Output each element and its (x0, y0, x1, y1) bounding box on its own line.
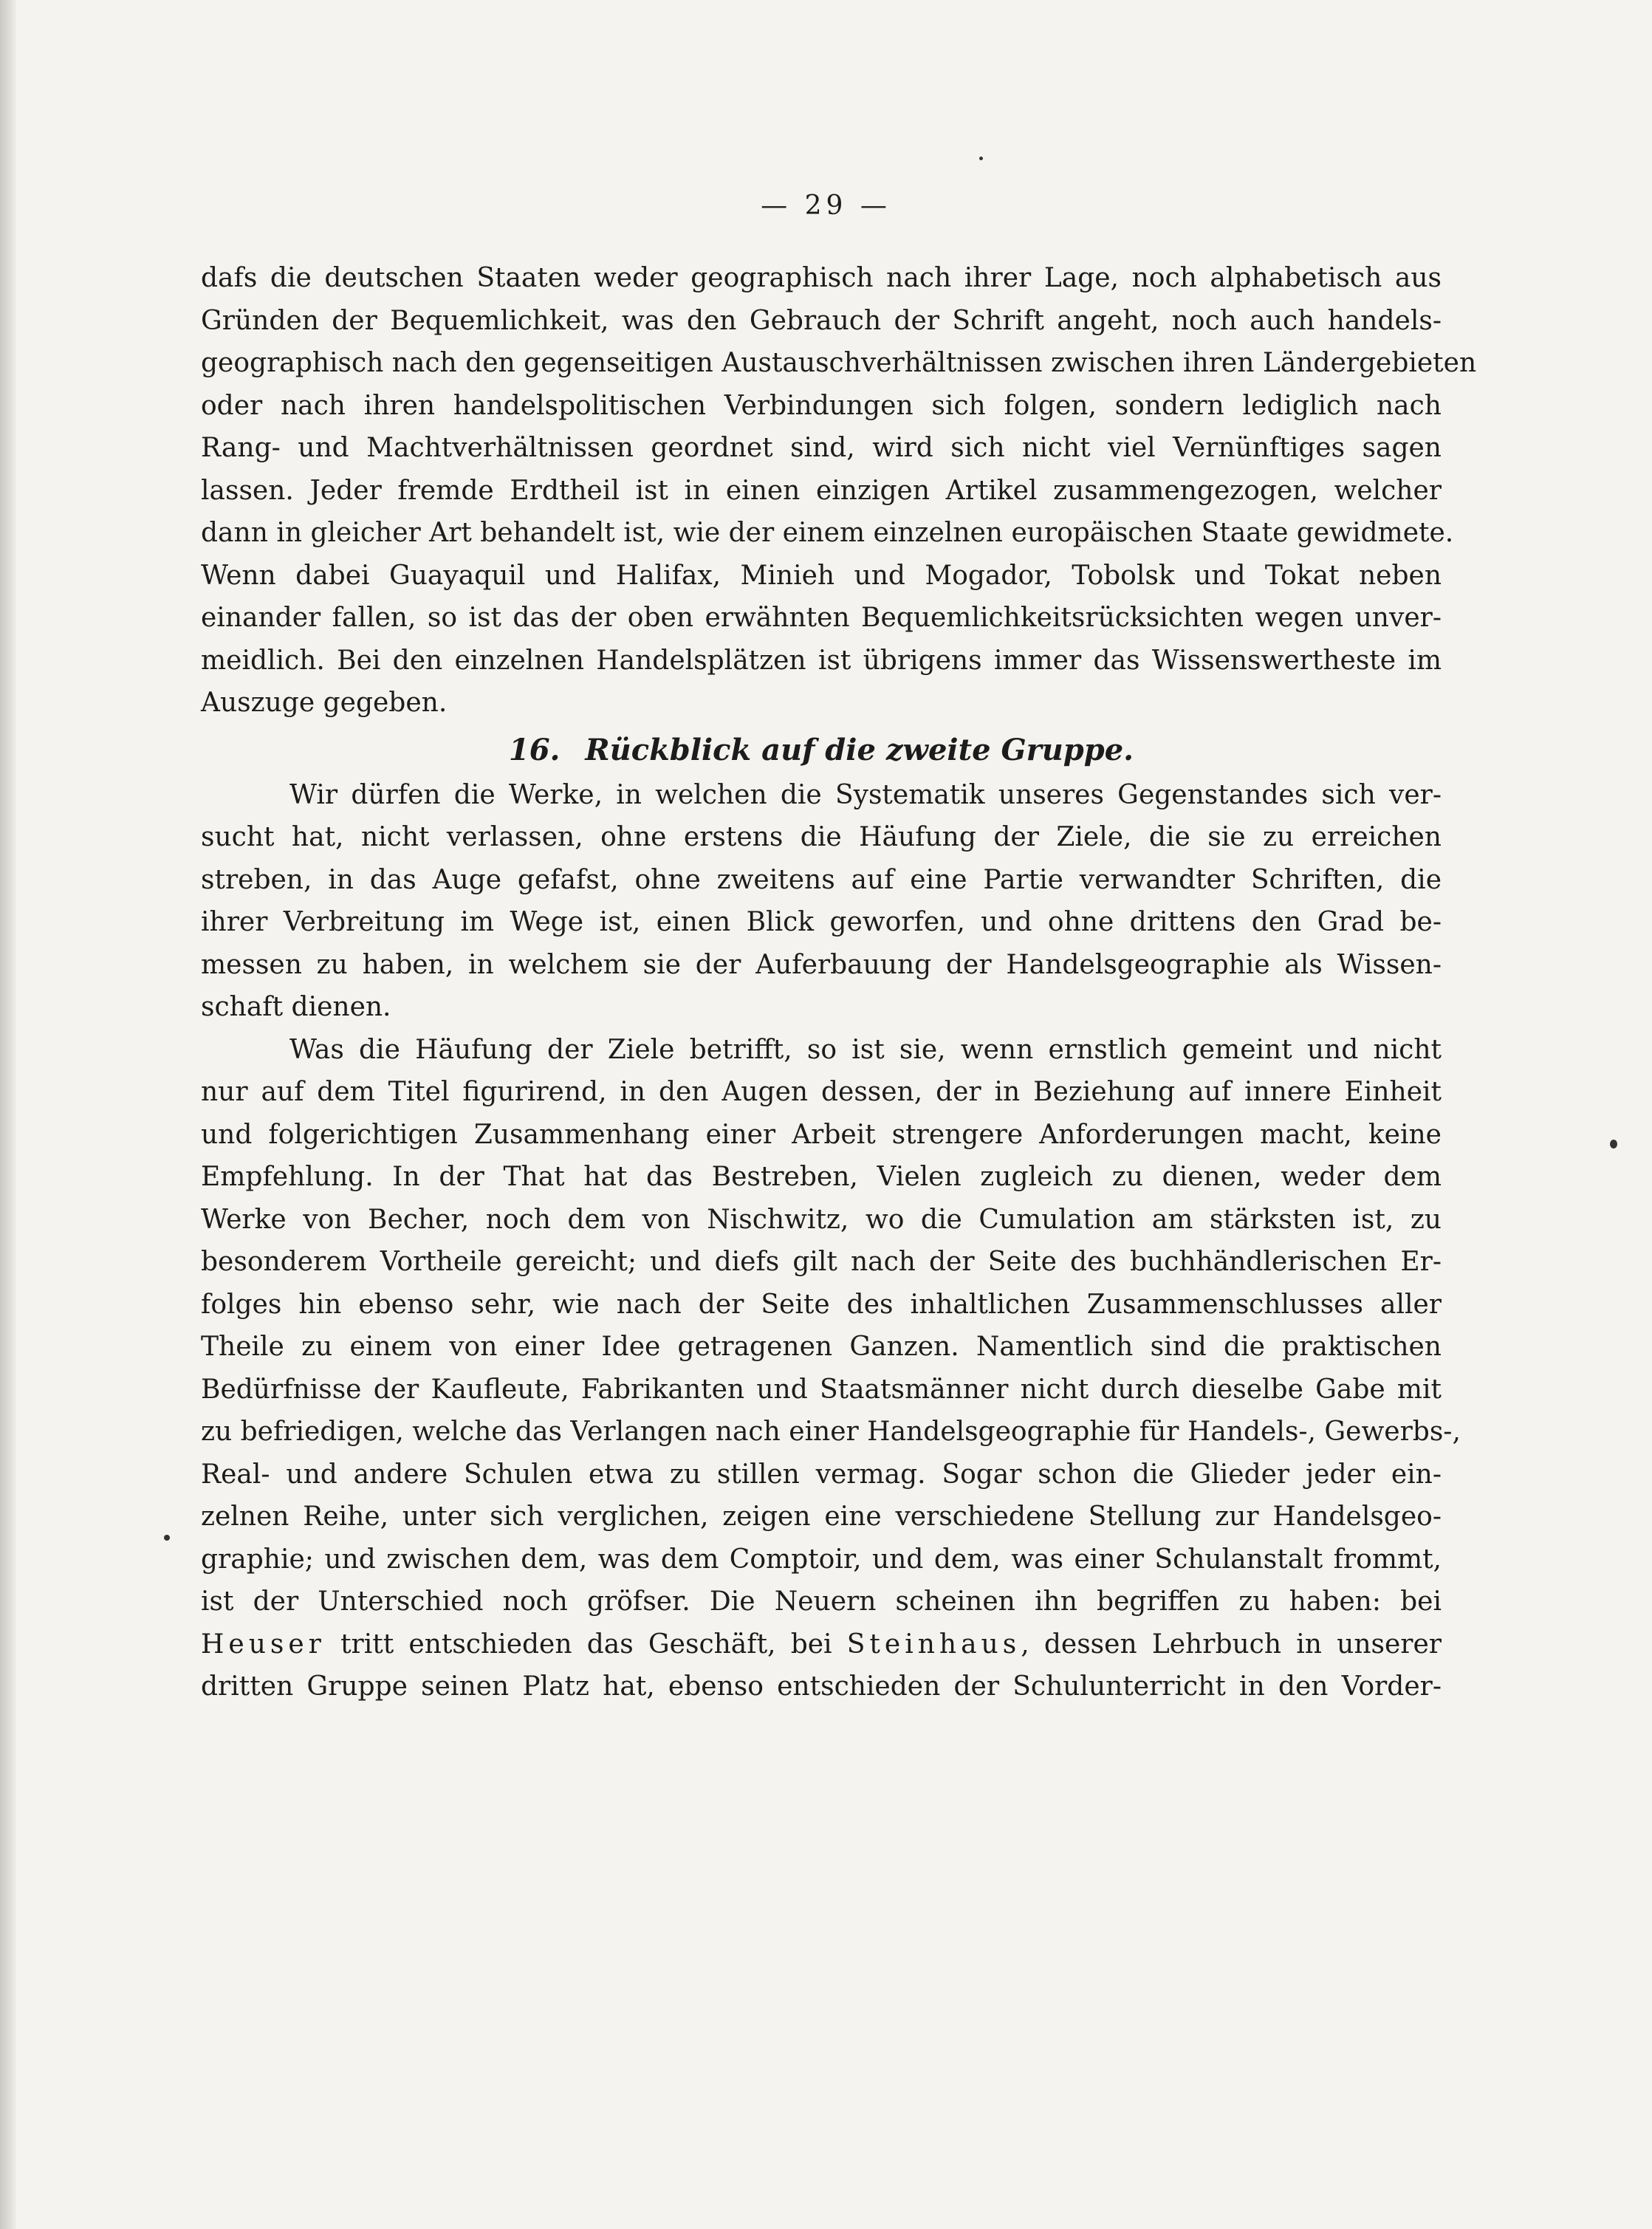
section-heading (201, 728, 1442, 773)
author-name-steinhaus: Steinhaus (846, 1629, 1021, 1660)
text-line: und folgerichtigen Zusammenhang einer Arbeit strengere Anforderungen macht, keine (201, 1119, 1442, 1150)
text-line: Was die Häufung der Ziele betrifft, so ist sie, wenn ernstlich gemeint und nicht (289, 1034, 1442, 1065)
text-line: Empfehlung. In der That hat das Bestreben, Vielen zugleich zu dienen, weder dem (201, 1162, 1442, 1192)
text-line: ihrer Verbreitung im Wege ist, einen Blick geworfen, und ohne drittens den Grad be- (201, 907, 1442, 937)
text-line: dafs die deutschen Staaten weder geographisch nach ihrer Lage, noch alphabetisch aus (201, 263, 1442, 293)
text-line: Rang- und Machtverhältnissen geordnet sind, wird sich nicht viel Vernünftiges sagen (201, 433, 1442, 463)
text-line: Wir dürfen die Werke, in welchen die Systematik unseres Gegenstandes sich ver- (289, 779, 1442, 810)
text-line: Auszuge gegeben. (201, 688, 448, 718)
paper-speck (979, 157, 983, 160)
paragraph-2 (201, 774, 1442, 1029)
text-line: Bedürfnisse der Kaufleute, Fabrikanten und Staatsmänner nicht durch dieselbe Gabe mit (201, 1374, 1442, 1405)
text-line: einander fallen, so ist das der oben erwähnten Bequemlichkeitsrücksichten wegen unver- (201, 603, 1442, 633)
page-number: — 29 — (761, 191, 891, 221)
text-fragment: tritt entschieden das Geschäft, bei (325, 1629, 847, 1660)
text-line: graphie; und zwischen dem, was dem Comptoir, und dem, was einer Schulanstalt frommt, (201, 1544, 1442, 1575)
text-line: ist der Unterschied noch gröfser. Die Neuern scheinen ihn begriffen zu haben: bei (201, 1586, 1442, 1617)
paper-speck (1610, 1140, 1617, 1148)
text-line: dritten Gruppe seinen Platz hat, ebenso entschieden der Schulunterricht in den Vorder- (201, 1671, 1442, 1702)
text-line: meidlich. Bei den einzelnen Handelsplätzen ist übrigens immer das Wissenswertheste im (201, 645, 1442, 676)
text-line: sucht hat, nicht verlassen, ohne erstens die Häufung der Ziele, die sie zu erreichen (201, 822, 1442, 852)
section-number: 16. (508, 732, 561, 767)
text-line: zelnen Reihe, unter sich verglichen, zeigen eine verschiedene Stellung zur Handelsgeo- (201, 1502, 1442, 1532)
text-line: besonderem Vortheile gereicht; und diefs gilt nach der Seite des buchhändlerischen Er- (201, 1247, 1442, 1277)
text-line: oder nach ihren handelspolitischen Verbindungen sich folgen, sondern lediglich nach (201, 390, 1442, 421)
text-line: Real- und andere Schulen etwa zu stillen vermag. Sogar schon die Glieder jeder ein- (201, 1459, 1442, 1490)
text-line: folges hin ebenso sehr, wie nach der Seite des inhaltlichen Zusammenschlusses aller (201, 1289, 1442, 1320)
paper-speck (164, 1535, 170, 1541)
paragraph-3 (201, 1029, 1461, 1708)
text-line: Gründen der Bequemlichkeit, was den Gebrauch der Schrift angeht, noch auch handels- (201, 305, 1442, 336)
section-title: Rückblick auf die zweite Gruppe. (585, 732, 1134, 767)
text-line: messen zu haben, in welchem sie der Auferbauung der Handelsgeographie als Wissen- (201, 949, 1442, 980)
paragraph-1 (201, 257, 1477, 725)
text-line: nur auf dem Titel figurirend, in den Augen dessen, der in Beziehung auf innere Einheit (201, 1077, 1442, 1107)
paragraph-3-lines (201, 1029, 1461, 1623)
text-line: schaft dienen. (201, 992, 391, 1022)
body-text (201, 257, 1477, 1708)
text-line: Wenn dabei Guayaquil und Halifax, Minieh und Mogador, Tobolsk und Tokat neben (201, 560, 1442, 591)
text-line: zu befriedigen, welche das Verlangen nach einer Handelsgeographie für Handels-, Gewerbs-, (201, 1417, 1461, 1447)
text-line: dann in gleicher Art behandelt ist, wie der einem einzelnen europäischen Staate gewidmete. (201, 518, 1454, 548)
page-binding-edge (0, 0, 16, 2229)
text-line: lassen. Jeder fremde Erdtheil ist in einen einzigen Artikel zusammengezogen, welcher (201, 475, 1442, 506)
text-line: geographisch nach den gegenseitigen Austauschverhältnissen zwischen ihren Ländergebieten (201, 348, 1477, 378)
text-line: streben, in das Auge gefafst, ohne zweitens auf eine Partie verwandter Schriften, die (201, 864, 1442, 895)
text-line (201, 1623, 1442, 1666)
author-name-heuser: Heuser (201, 1629, 326, 1660)
text-line: Theile zu einem von einer Idee getragenen Ganzen. Namentlich sind die praktischen (201, 1332, 1442, 1362)
text-fragment: , dessen Lehrbuch in unserer (1021, 1629, 1442, 1660)
text-line: Werke von Becher, noch dem von Nischwitz, wo die Cumulation am stärksten ist, zu (201, 1204, 1442, 1235)
